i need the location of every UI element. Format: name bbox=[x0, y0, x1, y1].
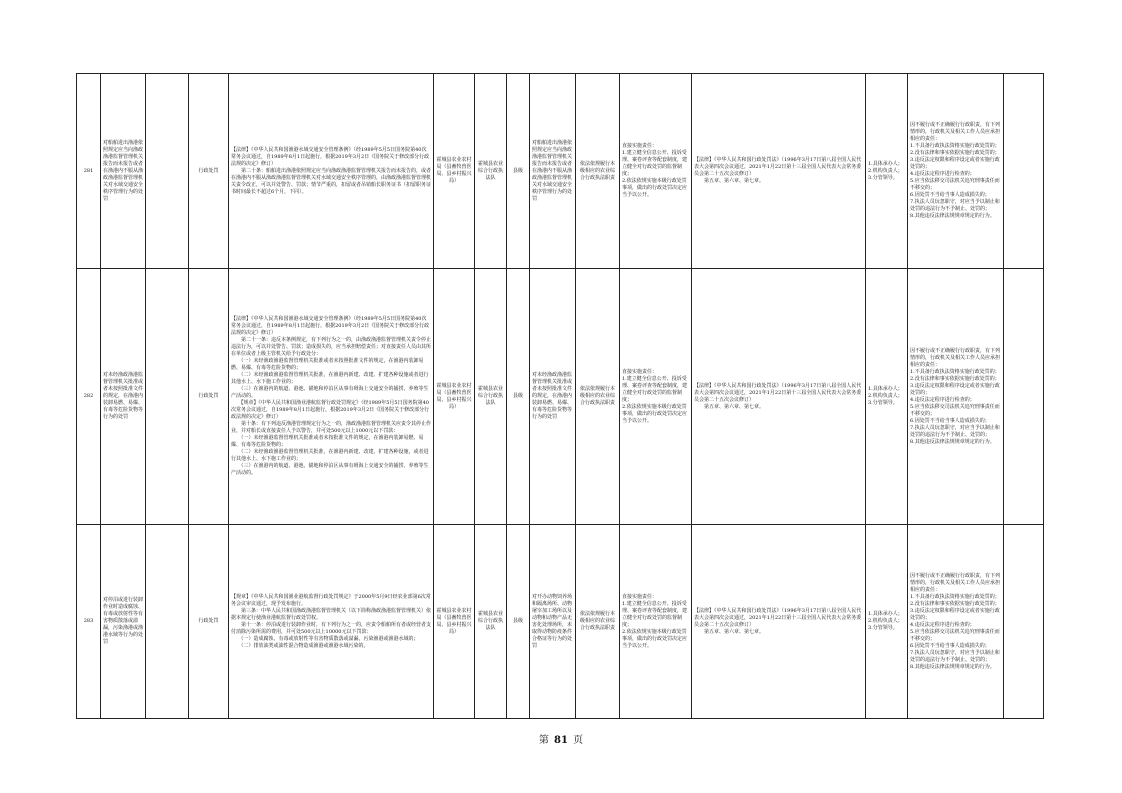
page-prefix: 第 bbox=[538, 735, 549, 746]
sub-item bbox=[146, 74, 189, 269]
table-row bbox=[77, 525, 1044, 719]
item-name: 对停泊或进行装卸作业时造成腐蚀、有毒或放射性等有害物质散落或溢漏，污染渔港或渔港水域等行为的处罚 bbox=[101, 525, 146, 719]
legal-basis: 【法律】《中华人民共和国渔港水域交通安全管理条例》（经1989年5月5日国务院第40次常务会议通过，自1989年8月1日起施行，根据2019年3月2日《国务院关于修改部分行政法规的决定》修订） 第二十条：船舶进出渔港依照规定应当向渔政渔港监督管理机关报告而未报告的，或者在渔港内不服从渔政渔港监督管理机关对水域交通安全秩序管理的，由渔政渔港监督管理机关责令改正，可以并处警告、罚款；情节严重的，扣留或者吊销船长职务证书（扣留职务证书时间最长不超过6个月，下同）。 bbox=[229, 74, 434, 269]
responsible-persons: 1.具体承办人； 2.机构负责人； 3.分管领导。 bbox=[866, 525, 908, 719]
legal-basis: 【法律】《中华人民共和国渔港水域交通安全管理条例》（经1989年5月5日国务院第40次常务会议通过，自1989年8月1日起施行，根据2019年3月2日《国务院关于修改部分行政法规的决定》修订） 第二十一条：违反本条例规定，有下列行为之一的，由渔政渔港监督管理机关责令停止违法行为，可以并处警告、罚款；造成损失的，应当承担赔偿责任；对直接责任人员由其所在单位或者上级主管机关给予行政处分： （一）未经渔政渔港监督管理机关批准或者未按照批准文件的规定，在渔港内装卸易燃、易爆、有毒等危险货物的； （二）未经渔政渔港监督管理机关批准，在渔港内新建、改建、扩建各种设施或者进行其他水上、水下施工作业的； （三）在渔港内的航道、港池、锚地和停泊区从事有碍海上交通安全的捕捞、养殖等生产活动的。 【规章】《中华人民共和国渔业港航监督行政处罚规定》（经1989年5月5日国务院第40次常务会议通过，自1989年8月1日起施行，根据2019年3月2日《国务院关于修改部分行政法规的决定》修订） 第十条：有下列违反渔港管理规定行为之一的，渔政渔港监督管理机关应责令其停止作业，并对船长或直接责任人予以警告，并可处500元以上1000元以下罚款： （一）未经渔港监督管理机关批准或者未按批准文件的规定，在渔港内装卸易燃、易爆、有毒等危险货物的； （二）未经渔政渔港监督管理机关批准，在渔港内新建、改建、扩建各种设施，或者进行其他水上、水下施工作业的； （三）在渔港内的航道、港池、锚地和停泊区从事有碍海上交通安全的捕捞、养殖等生产活动的。 bbox=[229, 269, 434, 525]
item-name: 对船舶进出渔港依照规定应当向渔政渔港监督管理机关报告而未报告或者在渔港内不服从渔政渔港监督管理机关对水域交通安全秩序管理行为的处罚 bbox=[101, 74, 146, 269]
responsibility-subject: 依法依规履行本级相应的农业综合行政执法职责 bbox=[576, 525, 620, 719]
power-type: 行政处罚 bbox=[189, 525, 229, 719]
remark bbox=[1004, 74, 1044, 269]
executing-body: 霍城县农业综合行政执法队 bbox=[475, 269, 507, 525]
content: 对开办动物饲养场和隔离场所、动物屠宰加工场所以及动物和动物产品无害化处理场所，未取得动物防疫条件合格证等行为的处罚 bbox=[530, 525, 576, 719]
legal-basis: 【规章】《中华人民共和国渔业港航监督行政处罚规定》于2000年5月9日经农业部第6次常务会议审议通过，现予发布施行。 第三条：中华人民共和国渔政渔港监督管理机关（以下简称渔政渔港监督管理机关）依据本规定行使渔业港航监督行政处罚权。 第十一条：停泊或进行装卸作业时，有下列行为之一的，应责令船舶所有者或经营者支付消除污染所需的费用，并可处500元以上10000元以下罚款： （一）造成腐蚀、有毒或放射性等有害物质散落或溢漏，污染渔港或渔港水域的； （二）排放油类或油性混合物造成渔港或渔港水域污染的。 bbox=[229, 525, 434, 719]
duty-items: 直接实施责任： 1.建立健全信息公开、投诉受理、案卷评查等配套制度，建立健全对行政处罚的监督制度； 2.依法依规实施本级行政处罚事项，做出的行政处罚决定应当予以公开。 bbox=[620, 74, 692, 269]
level: 县级 bbox=[507, 74, 530, 269]
row-number: 282 bbox=[77, 269, 101, 525]
responsibility-subject: 依法依规履行本级相应的农业综合行政执法职责 bbox=[576, 74, 620, 269]
responsibility-subject: 依法依规履行本级相应的农业综合行政执法职责 bbox=[576, 269, 620, 525]
content: 对船舶进出渔港依照规定应当向渔政渔港监督管理机关报告而未报告或者在渔港内不服从渔政渔港监督管理机关对水域交通安全秩序管理行为的处罚 bbox=[530, 74, 576, 269]
implementing-subject: 霍城县农业农村局（县畜牧兽医局、县乡村振兴局） bbox=[434, 74, 475, 269]
sub-item bbox=[146, 269, 189, 525]
table-row bbox=[77, 74, 1044, 269]
content: 对未经渔政渔港监督管理机关批准或者未按照批准文件的规定，在渔港内装卸易燃、易爆、有毒等危险货物等行为的处罚 bbox=[530, 269, 576, 525]
duty-basis: 【法律】《中华人民共和国行政处罚法》（1996年3月17日第八届全国人民代表大会第四次会议通过，2021年1月22日第十三届全国人民代表大会常务委员会第二十五次会议修订） 第五章、第六章、第七章。 bbox=[692, 269, 866, 525]
power-list-table bbox=[76, 73, 1044, 719]
accountability: 因不履行或不正确履行行政职责，有下列情形的，行政机关及相关工作人员应承担相应的责任： 1.不具备行政执法资格实施行政处罚的； 2.没有法律和事实依据实施行政处罚的； 3.违反法定权限和程序设定或者实施行政处罚的； 4.违反法定程序进行检查的； 5.应当依法移交司法机关追究刑事责任而不移交的； 6.因处罚不当给当事人造成损失的； 7.执法人员玩忽职守，对应当予以制止和处罚的违法行为不予制止、处罚的； 8.其他违反法律法规规章规定的行为。 bbox=[908, 74, 1004, 269]
page-suffix: 页 bbox=[573, 735, 584, 746]
page-number: 81 bbox=[554, 735, 568, 746]
table-row bbox=[77, 269, 1044, 525]
row-number: 281 bbox=[77, 74, 101, 269]
implementing-subject: 霍城县农业农村局（县畜牧兽医局、县乡村振兴局） bbox=[434, 525, 475, 719]
row-number: 283 bbox=[77, 525, 101, 719]
duty-basis: 【法律】《中华人民共和国行政处罚法》（1996年3月17日第八届全国人民代表大会第四次会议通过，2021年1月22日第十三届全国人民代表大会常务委员会第二十五次会议修订） 第五章、第六章、第七章。 bbox=[692, 525, 866, 719]
sub-item bbox=[146, 525, 189, 719]
responsible-persons: 1.具体承办人； 2.机构负责人； 3.分管领导。 bbox=[866, 269, 908, 525]
remark bbox=[1004, 269, 1044, 525]
accountability: 因不履行或不正确履行行政职责，有下列情形的，行政机关及相关工作人员应承担相应的责任： 1.不具备行政执法资格实施行政处罚的； 2.没有法律和事实依据实施行政处罚的； 3.违反法定权限和程序设定或者实施行政处罚的； 4.违反法定程序进行检查的； 5.应当依法移交司法机关追究刑事责任而不移交的； 6.因处罚不当给当事人造成损失的； 7.执法人员玩忽职守，对应当予以制止和处罚的违法行为不予制止、处罚的； 8.其他违反法律法规规章规定的行为。 bbox=[908, 525, 1004, 719]
implementing-subject: 霍城县农业农村局（县畜牧兽医局、县乡村振兴局） bbox=[434, 269, 475, 525]
level: 县级 bbox=[507, 269, 530, 525]
level: 县级 bbox=[507, 525, 530, 719]
power-type: 行政处罚 bbox=[189, 269, 229, 525]
responsible-persons: 1.具体承办人； 2.机构负责人； 3.分管领导。 bbox=[866, 74, 908, 269]
accountability: 因不履行或不正确履行行政职责，有下列情形的，行政机关及相关工作人员应承担相应的责任： 1.不具备行政执法资格实施行政处罚的； 2.没有法律和事实依据实施行政处罚的； 3.违反法定权限和程序设定或者实施行政处罚的； 4.违反法定程序进行检查的； 5.应当依法移交司法机关追究刑事责任而不移交的； 6.因处罚不当给当事人造成损失的； 7.执法人员玩忽职守，对应当予以制止和处罚的违法行为不予制止、处罚的； 8.其他违反法律法规规章规定的行为。 bbox=[908, 269, 1004, 525]
duty-items: 直接实施责任： 1.建立健全信息公开、投诉受理、案卷评查等配套制度，建立健全对行政处罚的监督制度； 2.依法依规实施本级行政处罚事项，做出的行政处罚决定应当予以公开。 bbox=[620, 269, 692, 525]
item-name: 对未经渔政渔港监督管理机关批准或者未按照批准文件的规定，在渔港内装卸易燃、易爆、有毒等危险货物等行为的处罚 bbox=[101, 269, 146, 525]
remark bbox=[1004, 525, 1044, 719]
duty-items: 直接实施责任： 1.建立健全信息公开、投诉受理、案卷评查等配套制度，建立健全对行政处罚的监督制度； 2.依法依规实施本级行政处罚事项，做出的行政处罚决定应当予以公开。 bbox=[620, 525, 692, 719]
page-footer bbox=[0, 731, 1122, 746]
executing-body: 霍城县农业综合行政执法队 bbox=[475, 74, 507, 269]
executing-body: 霍城县农业综合行政执法队 bbox=[475, 525, 507, 719]
duty-basis: 【法律】《中华人民共和国行政处罚法》（1996年3月17日第八届全国人民代表大会第四次会议通过，2021年1月22日第十三届全国人民代表大会常务委员会第二十五次会议修订） 第五章、第六章、第七章。 bbox=[692, 74, 866, 269]
power-type: 行政处罚 bbox=[189, 74, 229, 269]
